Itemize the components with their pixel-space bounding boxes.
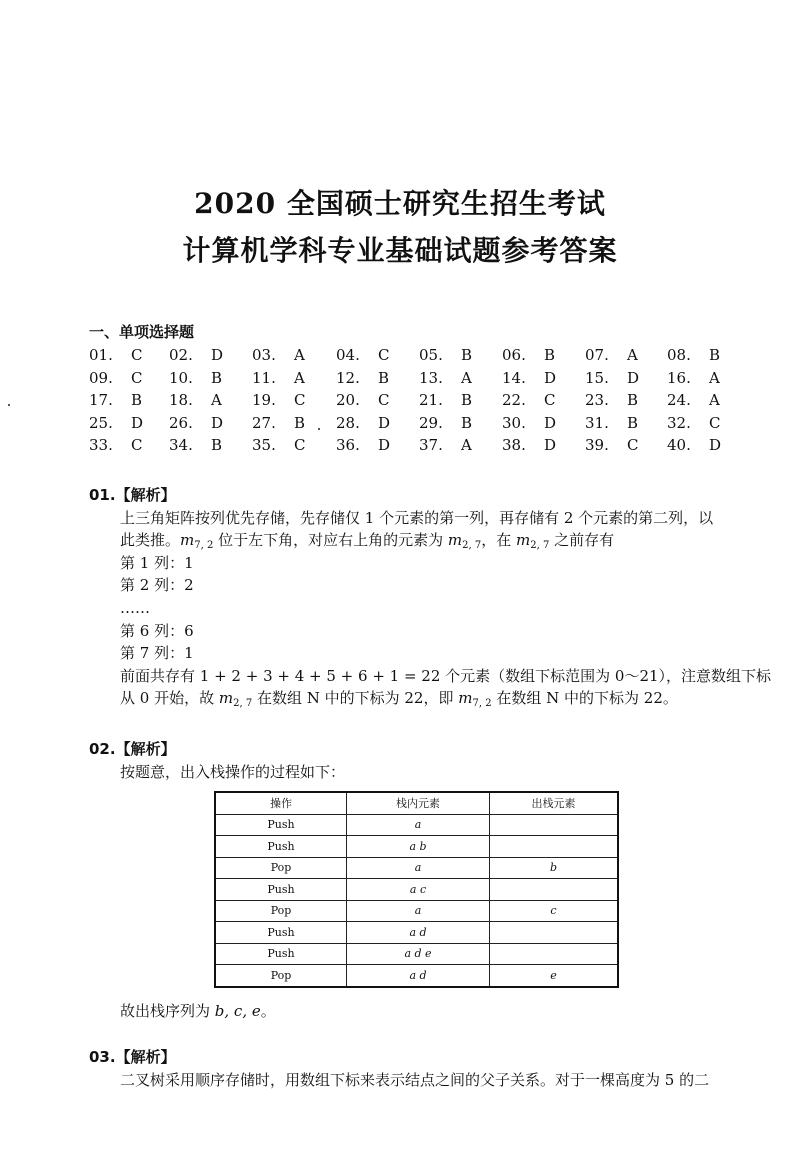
math-m: m bbox=[458, 689, 473, 708]
question-number: 08. bbox=[667, 346, 691, 364]
question-number: 16. bbox=[667, 368, 691, 387]
answer-item bbox=[419, 369, 472, 387]
question-number: 23. bbox=[585, 391, 609, 409]
answer-item bbox=[419, 346, 472, 364]
question-number: 26. bbox=[169, 413, 193, 432]
answer-row bbox=[89, 369, 729, 391]
question-02-explanation bbox=[89, 738, 749, 783]
answer-letter: B bbox=[131, 391, 143, 409]
table-row bbox=[215, 922, 618, 944]
answer-item bbox=[585, 391, 638, 409]
question-number: 24. bbox=[667, 391, 691, 409]
q01-paragraph-line2 bbox=[120, 529, 749, 552]
answer-letter: D bbox=[378, 436, 391, 454]
answer-item bbox=[667, 369, 720, 387]
answer-item bbox=[502, 369, 556, 387]
q01-column-6: 第 6 列：6 bbox=[120, 621, 194, 640]
question-01-heading: 01.【解析】 bbox=[89, 486, 176, 504]
table-row bbox=[215, 879, 618, 901]
answer-item bbox=[252, 391, 305, 409]
question-number: 04. bbox=[336, 346, 360, 364]
answer-item bbox=[169, 391, 222, 409]
q01-paragraph-line3: 前面共存有 1 + 2 + 3 + 4 + 5 + 6 + 1 = 22 个元素（数组下标范围为 0～21），注意数组下标 bbox=[120, 666, 772, 685]
q03-paragraph-line1: 二叉树采用顺序存储时，用数组下标来表示结点之间的父子关系。对于一棵高度为 5 的二 bbox=[120, 1070, 710, 1089]
table-cell: e bbox=[490, 965, 619, 987]
q01-text: 此类推。 bbox=[120, 531, 181, 550]
q01-column-2: 第 2 列：2 bbox=[120, 576, 194, 595]
table-cell: Pop bbox=[215, 965, 347, 987]
answer-letter: B bbox=[461, 346, 473, 364]
answer-item bbox=[419, 414, 472, 432]
answer-item bbox=[89, 414, 143, 432]
answer-letter: A bbox=[627, 346, 638, 364]
q01-column-1: 第 1 列：1 bbox=[120, 553, 194, 572]
table-cell bbox=[490, 943, 619, 965]
answer-letter: A bbox=[461, 436, 472, 454]
question-number: 39. bbox=[585, 436, 609, 454]
answer-letter: B bbox=[461, 413, 473, 432]
answer-letter: A bbox=[294, 346, 305, 364]
question-03-explanation bbox=[89, 1046, 749, 1091]
math-m: m bbox=[516, 531, 531, 550]
q01-column-7: 第 7 列：1 bbox=[120, 644, 194, 663]
question-number: 22. bbox=[502, 391, 526, 409]
q01-text: 在数组 N 中的下标为 22，即 bbox=[252, 689, 459, 708]
scan-dot bbox=[8, 404, 10, 406]
answer-item bbox=[585, 346, 638, 364]
answer-row bbox=[89, 436, 729, 458]
table-cell: a bbox=[347, 857, 490, 879]
answer-item bbox=[252, 414, 305, 432]
question-number: 20. bbox=[336, 391, 360, 409]
answer-letter: C bbox=[131, 346, 143, 364]
math-subscript: 2, 7 bbox=[233, 698, 253, 710]
answer-item bbox=[667, 391, 720, 409]
question-number: 17. bbox=[89, 391, 113, 409]
q02-text: 故出栈序列为 bbox=[120, 1002, 215, 1020]
answer-letter: B bbox=[211, 436, 223, 454]
q02-text: 。 bbox=[260, 1002, 276, 1020]
table-cell: Pop bbox=[215, 857, 347, 879]
answer-letter: C bbox=[131, 436, 143, 454]
question-number: 01. bbox=[89, 346, 113, 364]
answer-item bbox=[419, 436, 472, 454]
answer-letter: C bbox=[378, 391, 390, 409]
q02-intro: 按题意，出入栈操作的过程如下： bbox=[120, 762, 346, 781]
question-number: 30. bbox=[502, 413, 526, 432]
answer-item bbox=[502, 436, 556, 454]
answer-item bbox=[89, 391, 142, 409]
table-cell: Push bbox=[215, 922, 347, 944]
question-number: 06. bbox=[502, 346, 526, 364]
question-number: 36. bbox=[336, 436, 360, 454]
question-number: 25. bbox=[89, 413, 113, 432]
answer-letter: B bbox=[211, 368, 223, 387]
answer-letter: D bbox=[378, 413, 391, 432]
answer-item bbox=[667, 436, 721, 454]
table-row bbox=[215, 857, 618, 879]
table-row bbox=[215, 836, 618, 858]
question-number: 28. bbox=[336, 413, 360, 432]
math-subscript: 2, 7 bbox=[462, 540, 482, 552]
answer-letter: B bbox=[544, 346, 556, 364]
answer-row bbox=[89, 414, 729, 436]
answer-letter: B bbox=[294, 413, 306, 432]
answer-item bbox=[336, 346, 389, 364]
answer-item bbox=[89, 369, 142, 387]
q01-text: 位于左下角，对应右上角的元素为 bbox=[213, 531, 448, 550]
question-number: 05. bbox=[419, 346, 443, 364]
q02-conclusion-block bbox=[89, 1000, 749, 1023]
q01-ellipsis: …… bbox=[120, 598, 150, 617]
answer-letter: B bbox=[627, 413, 639, 432]
q01-paragraph-line4 bbox=[120, 687, 749, 710]
table-cell: Pop bbox=[215, 900, 347, 922]
answer-item bbox=[169, 369, 222, 387]
page-title-line2: 计算机学科专业基础试题参考答案 bbox=[182, 234, 618, 267]
question-number: 15. bbox=[585, 368, 609, 387]
answer-letter: D bbox=[627, 368, 640, 387]
question-number: 33. bbox=[89, 436, 113, 454]
answer-item bbox=[585, 369, 639, 387]
answer-letter: D bbox=[211, 346, 224, 364]
table-cell: a bbox=[347, 900, 490, 922]
q02-conclusion bbox=[120, 1000, 749, 1023]
table-cell: a b bbox=[347, 836, 490, 858]
answer-item bbox=[89, 346, 142, 364]
q01-text: 从 0 开始，故 bbox=[120, 689, 219, 708]
answer-letter: B bbox=[378, 368, 390, 387]
question-number: 02. bbox=[169, 346, 193, 364]
answer-letter: D bbox=[709, 436, 722, 454]
answer-letter: A bbox=[294, 368, 305, 387]
table-cell: a bbox=[347, 814, 490, 836]
answer-item bbox=[585, 436, 638, 454]
question-number: 12. bbox=[336, 368, 360, 387]
answer-letter: C bbox=[294, 391, 306, 409]
answer-letter: C bbox=[131, 368, 143, 387]
answer-item bbox=[502, 346, 555, 364]
answer-item bbox=[419, 391, 472, 409]
answer-letter: A bbox=[461, 368, 472, 387]
math-subscript: 7, 2 bbox=[194, 540, 214, 552]
answer-letter: A bbox=[709, 391, 720, 409]
question-number: 14. bbox=[502, 368, 526, 387]
table-cell bbox=[490, 814, 619, 836]
table-cell: c bbox=[490, 900, 619, 922]
answer-item bbox=[502, 414, 556, 432]
question-number: 10. bbox=[169, 368, 193, 387]
question-number: 13. bbox=[419, 368, 443, 387]
answer-letter: B bbox=[709, 346, 721, 364]
answer-letter: D bbox=[544, 368, 557, 387]
question-number: 29. bbox=[419, 413, 443, 432]
table-cell: a c bbox=[347, 879, 490, 901]
answer-item bbox=[252, 346, 305, 364]
answer-letter: B bbox=[627, 391, 639, 409]
question-number: 03. bbox=[252, 346, 276, 364]
table-cell: Push bbox=[215, 943, 347, 965]
table-cell: a d bbox=[347, 922, 490, 944]
table-row bbox=[215, 965, 618, 987]
q01-text: 在数组 N 中的下标为 22。 bbox=[491, 689, 678, 708]
answer-item bbox=[252, 436, 305, 454]
question-number: 11. bbox=[252, 368, 276, 387]
answer-item bbox=[169, 436, 222, 454]
answer-item bbox=[667, 414, 720, 432]
question-number: 35. bbox=[252, 436, 276, 454]
question-number: 21. bbox=[419, 391, 443, 409]
answer-letter: C bbox=[378, 346, 390, 364]
table-cell bbox=[490, 836, 619, 858]
answer-item bbox=[169, 414, 223, 432]
table-header-cell: 出栈元素 bbox=[490, 792, 619, 814]
q01-paragraph-line1: 上三角矩阵按列优先存储，先存储仅 1 个元素的第一列，再存储有 2 个元素的第二列，以 bbox=[120, 508, 714, 527]
table-cell: Push bbox=[215, 836, 347, 858]
answer-item bbox=[89, 436, 142, 454]
question-number: 40. bbox=[667, 436, 691, 454]
section-heading-single-choice: 一、单项选择题 bbox=[89, 323, 195, 341]
question-number: 38. bbox=[502, 436, 526, 454]
answer-item bbox=[667, 346, 720, 364]
question-01-explanation bbox=[89, 484, 772, 710]
table-header-cell: 栈内元素 bbox=[347, 792, 490, 814]
answer-letter: D bbox=[544, 436, 557, 454]
answer-letter: A bbox=[709, 368, 720, 387]
question-number: 18. bbox=[169, 391, 193, 409]
answer-letter: D bbox=[211, 413, 224, 432]
question-number: 31. bbox=[585, 413, 609, 432]
table-cell bbox=[490, 879, 619, 901]
q01-text: ，在 bbox=[481, 531, 516, 550]
answer-letter: C bbox=[544, 391, 556, 409]
math-m: m bbox=[218, 689, 234, 708]
question-number: 09. bbox=[89, 368, 113, 387]
answer-row bbox=[89, 346, 729, 368]
answer-item bbox=[169, 346, 223, 364]
table-cell: b bbox=[490, 857, 619, 879]
answer-letter: D bbox=[544, 413, 557, 432]
question-number: 07. bbox=[585, 346, 609, 364]
question-03-heading: 03.【解析】 bbox=[89, 1048, 176, 1066]
question-number: 27. bbox=[252, 413, 276, 432]
table-cell: a d bbox=[347, 965, 490, 987]
answer-letter: C bbox=[294, 436, 306, 454]
table-cell: Push bbox=[215, 879, 347, 901]
q01-text: 之前存有 bbox=[549, 531, 615, 550]
answer-letter: B bbox=[461, 391, 473, 409]
page-title-line1: 2020 全国硕士研究生招生考试 bbox=[194, 187, 606, 220]
pop-sequence: b, c, e bbox=[214, 1002, 261, 1020]
answer-item bbox=[502, 391, 555, 409]
answer-row bbox=[89, 391, 729, 413]
scan-dot bbox=[318, 428, 320, 430]
answer-letter: C bbox=[709, 413, 721, 432]
question-number: 37. bbox=[419, 436, 443, 454]
answer-item bbox=[336, 414, 390, 432]
math-m: m bbox=[447, 531, 463, 550]
table-header-cell: 操作 bbox=[215, 792, 347, 814]
table-cell: Push bbox=[215, 814, 347, 836]
answer-item bbox=[336, 369, 389, 387]
math-subscript: 2, 7 bbox=[530, 540, 550, 552]
table-row bbox=[215, 900, 618, 922]
table-cell bbox=[490, 922, 619, 944]
question-number: 19. bbox=[252, 391, 276, 409]
answer-letter: A bbox=[211, 391, 222, 409]
answer-item bbox=[336, 436, 390, 454]
math-subscript: 7, 2 bbox=[472, 698, 492, 710]
answer-letter: D bbox=[131, 413, 144, 432]
stack-operations-table bbox=[214, 791, 619, 988]
answer-item bbox=[585, 414, 638, 432]
question-number: 32. bbox=[667, 413, 691, 432]
table-header-row bbox=[215, 792, 618, 814]
table-row bbox=[215, 943, 618, 965]
math-m: m bbox=[180, 531, 195, 550]
question-number: 34. bbox=[169, 436, 193, 454]
question-02-heading: 02.【解析】 bbox=[89, 740, 176, 758]
answer-item bbox=[252, 369, 305, 387]
table-cell: a d e bbox=[347, 943, 490, 965]
table-row bbox=[215, 814, 618, 836]
answer-letter: C bbox=[627, 436, 639, 454]
answer-item bbox=[336, 391, 389, 409]
